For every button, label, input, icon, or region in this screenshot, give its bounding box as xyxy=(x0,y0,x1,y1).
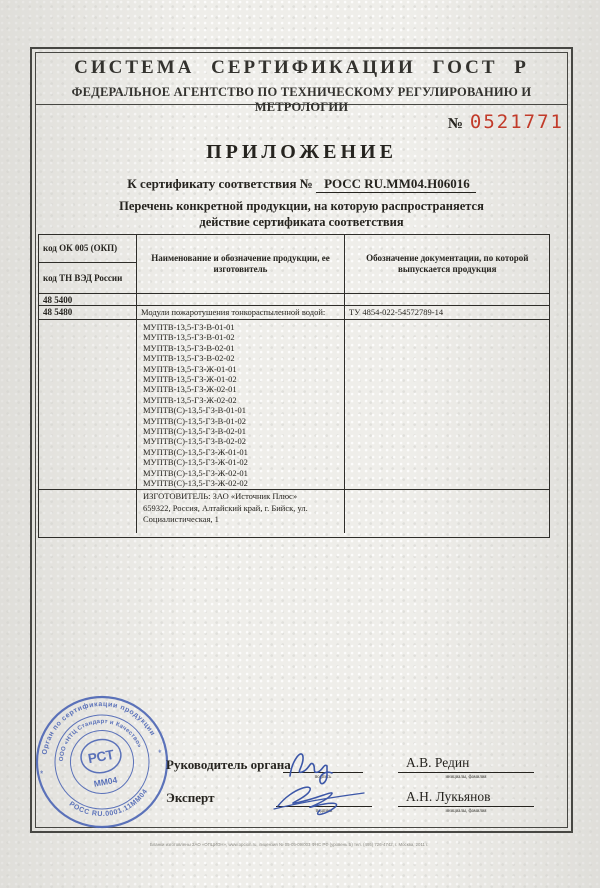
stamp-star-right: * xyxy=(157,747,163,759)
stamp-ring-bottom-text: РОСС RU.0001.11ММ04 xyxy=(67,787,150,819)
manufacturer-line: 659322, Россия, Алтайский край, г. Бийск, ул. xyxy=(143,502,308,513)
header-system-title: СИСТЕМА СЕРТИФИКАЦИИ ГОСТ Р xyxy=(74,57,529,78)
product-model-item: МУПТВ-13,5-ГЗ-В-01-01 xyxy=(143,322,235,332)
table-row-product-family: Модули пожаротушения тонкораспыленной водой: xyxy=(137,306,345,320)
product-model-item: МУПТВ(С)-13,5-ГЗ-В-02-01 xyxy=(143,426,246,437)
stamp-center-code: ММ04 xyxy=(92,774,118,789)
certification-stamp-icon xyxy=(32,692,172,832)
manufacturer-info xyxy=(137,490,345,533)
expert-signature-caption: подпись xyxy=(315,809,333,814)
head-name: А.В. Редин xyxy=(406,755,470,770)
certificate-reference-number: РОСС RU.MM04.Н06016 xyxy=(316,176,476,193)
table-row-tu-document: ТУ 4854-022-54572789-14 xyxy=(345,306,550,320)
stamp-ring-inner-text: ООО «НТЦ Стандарт и Качество» xyxy=(58,718,143,762)
product-model-item: МУПТВ(С)-13,5-ГЗ-Ж-02-01 xyxy=(143,467,248,478)
blank-number-value: 0521771 xyxy=(469,111,564,133)
head-name-caption: инициалы, фамилия xyxy=(445,775,487,780)
product-model-item: МУПТВ-13,5-ГЗ-Ж-02-02 xyxy=(143,394,237,405)
table-header-okp: код ОК 005 (ОКП) xyxy=(39,235,136,263)
printer-fine-print: Бланки изготовлены ЗАО «ОПЦИОН», www.opcion.ru, лицензия № 05-05-09/003 ФНС РФ (уровень Б) тел. (495) 726-4742, г. Москва, 2011 г. xyxy=(150,843,429,848)
table-header-tnved: код ТН ВЭД России xyxy=(43,272,123,283)
products-table xyxy=(38,234,550,538)
table-row-code-485400: 48 5400 xyxy=(39,294,137,306)
stamp-star-left: * xyxy=(39,768,45,779)
description-line2: действие сертификата соответствия xyxy=(199,215,404,229)
blank-number xyxy=(448,111,564,133)
product-model-list xyxy=(137,320,345,490)
expert-name-caption: инициалы, фамилия xyxy=(445,809,487,814)
header-agency-title: ФЕДЕРАЛЬНОЕ АГЕНТСТВО ПО ТЕХНИЧЕСКОМУ РЕГУЛИРОВАНИЮ И МЕТРОЛОГИИ xyxy=(71,85,532,114)
product-model-item: МУПТВ(С)-13,5-ГЗ-Ж-01-02 xyxy=(143,457,248,468)
product-model-item: МУПТВ-13,5-ГЗ-Ж-01-02 xyxy=(143,374,237,385)
table-header-product: Наименование и обозначение продукции, ее изготовитель xyxy=(137,235,345,294)
table-cell-empty-code2 xyxy=(39,490,137,533)
head-signature-caption: подпись xyxy=(314,775,332,780)
product-model-item: МУПТВ(С)-13,5-ГЗ-В-01-02 xyxy=(143,415,246,426)
certificate-reference xyxy=(36,176,567,192)
stamp-ring-top-text: Орган по сертификации продукции xyxy=(41,700,157,756)
expert-name-line xyxy=(398,783,534,807)
product-model-item: МУПТВ-13,5-ГЗ-Ж-01-01 xyxy=(143,363,237,374)
table-row-empty-name xyxy=(137,294,345,306)
table-header-codes xyxy=(39,235,137,294)
table-cell-empty-doc3 xyxy=(345,490,550,533)
head-name-line xyxy=(398,749,534,773)
table-row-code-485480: 48 5480 xyxy=(39,306,137,320)
blank-number-label: № xyxy=(447,116,463,132)
page-title: ПРИЛОЖЕНИЕ xyxy=(206,141,397,163)
product-model-item: МУПТВ(С)-13,5-ГЗ-Ж-02-02 xyxy=(143,478,248,489)
table-cell-empty-code xyxy=(39,320,137,490)
product-model-item: МУПТВ-13,5-ГЗ-В-02-01 xyxy=(143,342,235,353)
product-model-item: МУПТВ(С)-13,5-ГЗ-Ж-01-01 xyxy=(143,446,248,457)
product-model-item: МУПТВ-13,5-ГЗ-Ж-02-01 xyxy=(143,384,237,395)
product-model-item: МУПТВ(С)-13,5-ГЗ-В-01-01 xyxy=(143,405,246,416)
expert-signature-ink xyxy=(268,778,378,823)
head-of-body-role: Руководитель органа xyxy=(166,757,291,772)
expert-role: Эксперт xyxy=(166,790,215,805)
product-model-item: МУПТВ-13,5-ГЗ-В-01-02 xyxy=(143,332,235,343)
product-model-item: МУПТВ-13,5-ГЗ-В-02-02 xyxy=(143,353,235,364)
table-row-empty-doc xyxy=(345,294,550,306)
stamp-rst-logo: РСТ xyxy=(86,746,116,767)
certificate-reference-prefix: К сертификату соответствия № xyxy=(127,176,313,191)
table-header-documentation: Обозначение документации, по которой выпускается продукция xyxy=(345,235,550,294)
manufacturer-line: Социалистическая, 1 xyxy=(143,514,219,524)
product-model-item: МУПТВ(С)-13,5-ГЗ-В-02-02 xyxy=(143,436,246,447)
description-line1: Перечень конкретной продукции, на которую распространяется xyxy=(119,199,484,213)
table-cell-empty-doc2 xyxy=(345,320,550,490)
manufacturer-line: ИЗГОТОВИТЕЛЬ: ЗАО «Источник Плюс» xyxy=(143,491,298,501)
expert-name: А.Н. Лукьянов xyxy=(406,789,491,804)
